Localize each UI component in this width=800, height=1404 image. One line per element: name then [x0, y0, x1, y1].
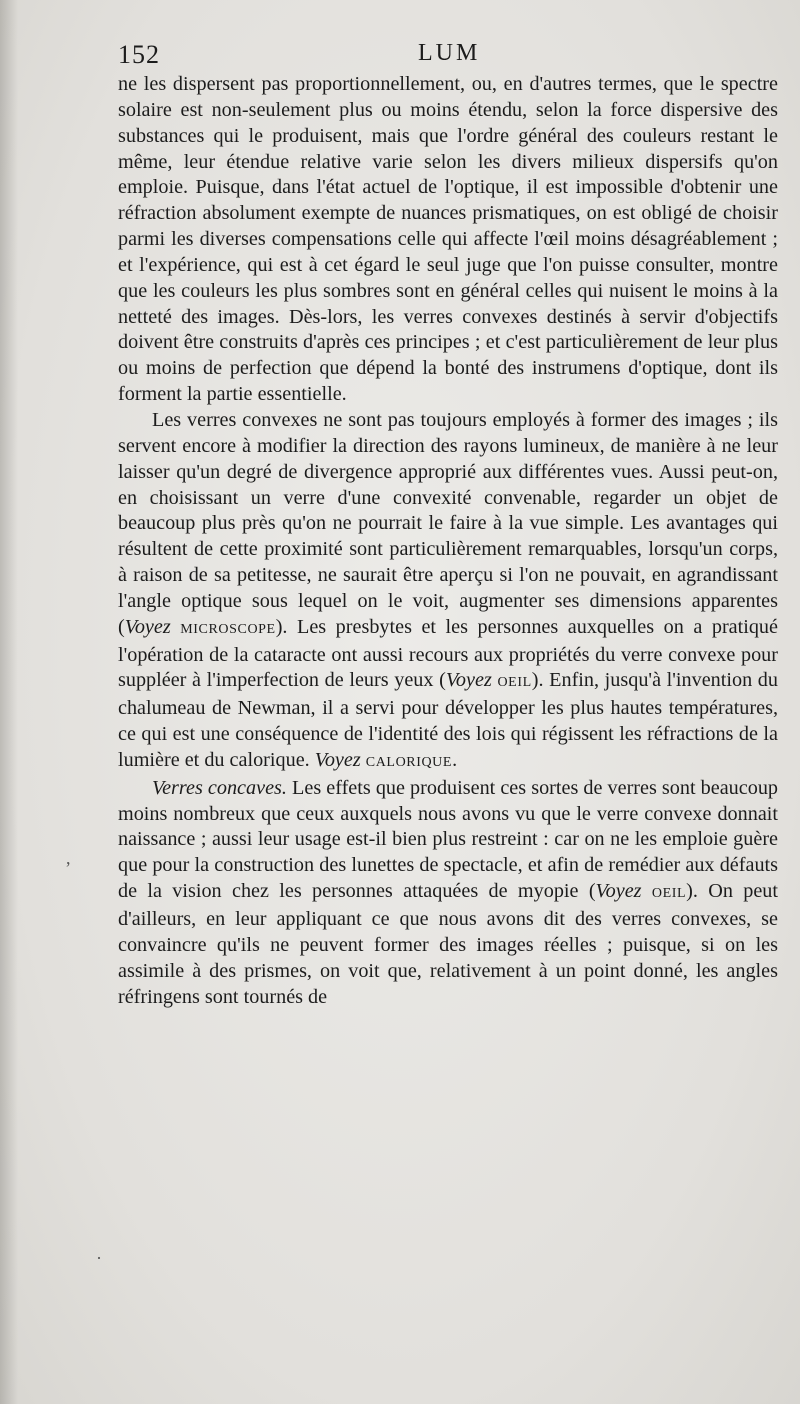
paragraph-text: ). Les presbytes et les personnes auxquelles on a pratiqué l'opération de la cataracte ont aussi recours aux propriétés du verre convexe pour suppléer à l'imperfection de leurs yeux (: [118, 615, 778, 692]
section-lead: Verres concaves.: [152, 776, 287, 799]
page-header: [118, 40, 778, 76]
cross-reference-target: MICROSCOPE: [180, 621, 276, 637]
paragraph-text: ). On peut d'ailleurs, en leur appliquant ce que nous avons dit des verres convexes, se convaincre qu'ils ne peuvent former des images réelles ; puisque, si on les assimile à des prismes, on voit que, relativement à un point donné, les angles réfringens sont tournés de: [118, 880, 779, 1008]
stray-mark: ,: [66, 848, 71, 868]
gutter-shadow: [0, 0, 18, 1404]
cross-reference: Voyez: [445, 669, 492, 692]
paragraph-text: .: [452, 748, 458, 771]
paragraph-text: ). Enfin, jusqu'à l'invention du chalumeau de Newman, il a servi pour développer les plus hautes températures, ce qui est une conséquence de l'identité des lois qui régissent les réfractions de la lumière et du calorique.: [118, 669, 778, 771]
paragraph-concave-lenses: [118, 776, 778, 1011]
cross-reference-target: OEIL: [651, 886, 687, 902]
paragraph-text: ne les dispersent pas proportionnellement, ou, en d'autres termes, que le spectre solaire est non-seulement plus ou moins étendu, selon la force dispersive des substances qui le produisent, mais que l'ordre général des couleurs restant le même, leur étendue relative varie selon les divers milieux dispersifs qu'on emploie. Puisque, dans l'état actuel de l'optique, il est impossible d'obtenir une réfraction absolument exempte de nuances prismatiques, on est obligé de choisir parmi les diverses compensations celle qui affecte l'œil moins désagréablement ; et l'expérience, qui est à cet égard le seul juge que l'on puisse consulter, montre que les couleurs les plus sombres sont en général celles qui nuisent le moins à la netteté des images. Dès-lors, les verres convexes destinés à servir d'objectifs doivent être construits d'après ces principes ; et c'est particulièrement de leur plus ou moins de perfection que dépend la bonté des instrumens d'optique, dont ils forment la partie essentielle.: [118, 73, 778, 406]
cross-reference-target: CALORIQUE: [365, 754, 453, 770]
paragraph-continued: [118, 72, 778, 408]
cross-reference: Voyez: [314, 748, 361, 771]
paragraph-convex-lenses: [118, 408, 778, 776]
paragraph-text: Les effets que produisent ces sortes de verres sont beaucoup moins nombreux que ceux auxquels nous avons vu que le verre convexe donnait naissance ; aussi leur usage est-il bien plus restreint : car on ne les emploie guère que pour la construction des lunettes de spectacle, et afin de remédier aux défauts de la vision chez les personnes attaquées de myopie (: [118, 776, 779, 903]
cross-reference: Voyez: [595, 880, 642, 903]
body-text: [118, 72, 778, 1010]
stray-mark: ·: [96, 1248, 102, 1268]
page-number: 152: [118, 40, 160, 69]
cross-reference: Voyez: [124, 615, 171, 638]
cross-reference-target: OEIL: [497, 675, 532, 691]
running-head: LUM: [418, 40, 481, 66]
paragraph-text: Les verres convexes ne sont pas toujours employés à former des images ; ils servent encore à modifier la direction des rayons lumineux, de manière à ne leur laisser qu'un degré de divergence approprié aux différentes vues. Aussi peut-on, en choisissant un verre d'une convexité convenable, regarder un objet de beaucoup plus près qu'on ne pourrait le faire à la vue simple. Les avantages qui résultent de cette proximité sont particulièrement remarquables, lorsqu'un corps, à raison de sa petitesse, ne saurait être aperçu si l'on ne pouvait, en agrandissant l'angle optique sous lequel on le voit, augmenter ses dimensions apparentes (: [118, 408, 778, 638]
